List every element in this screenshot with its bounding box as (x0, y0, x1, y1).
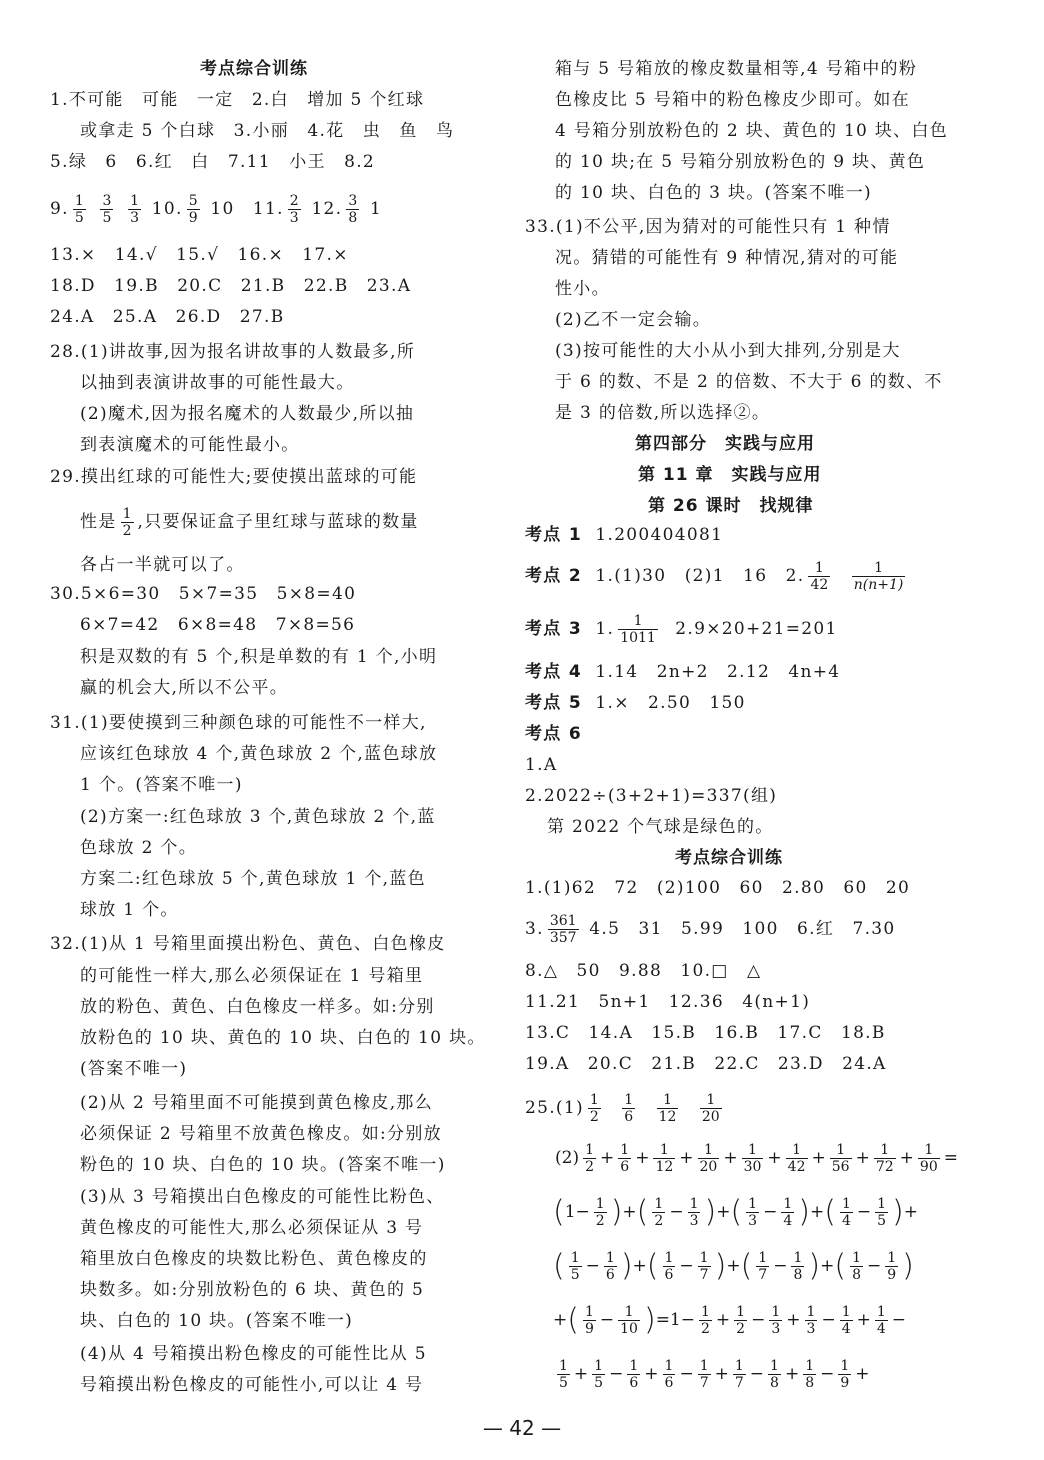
answer-line: 箱里放白色橡皮的块数比粉色、黄色橡皮的 (80, 1249, 428, 1269)
kaodian-label: 考点 3 (525, 619, 582, 639)
answer-text: 4.5 31 5.99 100 6.红 7.30 (589, 919, 896, 939)
answer-line: (2)方案一:红色球放 3 个,黄色球放 2 个,蓝 (80, 807, 436, 827)
answer-line: 放的粉色、黄色、白色橡皮一样多。如:分别 (80, 997, 435, 1017)
answer-line: 32.(1)从 1 号箱里面摸出粉色、黄色、白色橡皮 (50, 934, 446, 954)
fraction: $\frac{1}{n(n+1)}$ (853, 560, 904, 593)
answer-line: 2.2022÷(3+2+1)=337(组) (525, 786, 778, 806)
answer-text: 10. (151, 199, 183, 219)
lesson-heading: 第 26 课时 找规律 (648, 496, 814, 516)
part-heading: 第四部分 实践与应用 (635, 434, 815, 454)
answer-text: 1 (370, 199, 383, 219)
answer-line: 的 10 块;在 5 号箱分别放粉色的 9 块、黄色 (555, 152, 926, 172)
fraction-answer-line (50, 191, 382, 227)
kaodian-line (525, 723, 582, 745)
answer-line: 28.(1)讲故事,因为报名讲故事的人数最多,所 (50, 342, 416, 362)
fraction: $\frac{1}{42}$ (810, 560, 829, 593)
fraction: $\frac{2}{3}$ (289, 193, 299, 226)
kaodian-line (525, 661, 840, 683)
answer-line: 赢的机会大,所以不公平。 (80, 678, 289, 698)
answer-line: 球放 1 个。 (80, 900, 179, 920)
answer-line: 4 号箱分别放粉色的 2 块、黄色的 10 块、白色 (555, 121, 949, 141)
fraction: $\frac{1}{20}$ (701, 1092, 720, 1125)
kaodian-label: 考点 6 (525, 724, 582, 744)
answer-line: 6×7=42 6×8=48 7×8=56 (80, 615, 356, 635)
equation-line: $\frac{1}{5}$ + $\frac{1}{5}$ − $\frac{1}{6}$ + $\frac{1}{6}$ − $\frac{1}{7}$ + $\frac{1}{7}$ − $\frac{1}{8}$ + $\frac{1}{8}$ − $\frac{1}{9}$ + (559, 1358, 870, 1391)
answer-text: 25.(1) (525, 1098, 584, 1118)
answer-line: 块数多。如:分别放粉色的 6 块、黄色的 5 (80, 1280, 425, 1300)
answer-text: 3. (525, 919, 544, 939)
fraction: $\frac{1}{5}$ (74, 193, 84, 226)
answer-line: (答案不唯一) (80, 1059, 188, 1079)
answer-line: 13.C 14.A 15.B 16.B 17.C 18.B (525, 1023, 886, 1043)
answer-line: 况。猜错的可能性有 9 种情况,猜对的可能 (555, 248, 899, 268)
answer-line: 第 2022 个气球是绿色的。 (547, 817, 774, 837)
kaodian-line (525, 524, 723, 546)
kaodian-line (525, 558, 909, 594)
answer-text: 性是 (80, 512, 117, 532)
page-number: — 42 — (482, 1416, 562, 1440)
chapter-heading: 第 11 章 实践与应用 (638, 465, 822, 485)
answer-line: 号箱摸出粉色橡皮的可能性小,可以让 4 号 (80, 1375, 424, 1395)
answer-text: 1. (595, 619, 615, 639)
answer-line: 33.(1)不公平,因为猜对的可能性只有 1 种情 (525, 217, 891, 237)
kaodian-label: 考点 2 (525, 566, 582, 586)
answer-line: (4)从 4 号箱摸出粉色橡皮的可能性比从 5 (80, 1344, 427, 1364)
answer-line: 以抽到表演讲故事的可能性最大。 (80, 373, 355, 393)
kaodian-line (525, 611, 838, 647)
answer-line: (2)乙不一定会输。 (555, 310, 712, 330)
fraction: $\frac{5}{9}$ (188, 193, 198, 226)
fraction-answer-line (525, 911, 896, 947)
answer-line: 箱与 5 号箱放的橡皮数量相等,4 号箱中的粉 (555, 59, 918, 79)
fraction: $\frac{1}{3}$ (130, 193, 140, 226)
answer-line: 11.21 5n+1 12.36 4(n+1) (525, 992, 811, 1012)
answer-text: 1.14 2n+2 2.12 4n+4 (595, 662, 841, 682)
answer-line: 到表演魔术的可能性最小。 (80, 435, 300, 455)
answer-line: 黄色橡皮的可能性大,那么必须保证从 3 号 (80, 1218, 424, 1238)
answer-text: 2.9×20+21=201 (675, 619, 838, 639)
answer-line: 粉色的 10 块、白色的 10 块。(答案不唯一) (80, 1155, 446, 1175)
fraction: $\frac{1}{12}$ (658, 1092, 677, 1125)
answer-line: 或拿走 5 个白球 3.小丽 4.花 虫 鱼 鸟 (80, 121, 455, 141)
answer-line: 的 10 块、白色的 3 块。(答案不唯一) (555, 183, 872, 203)
answer-line: 1.不可能 可能 一定 2.白 增加 5 个红球 (50, 90, 425, 110)
answer-line: (3)按可能性的大小从小到大排列,分别是大 (555, 341, 901, 361)
answer-line: 1.A (525, 755, 558, 775)
equation-line: +( $\frac{1}{9}$ − $\frac{1}{10}$ )=1− $\frac{1}{2}$ + $\frac{1}{2}$ − $\frac{1}{3}$ + $\frac{1}{3}$ − $\frac{1}{4}$ + $\frac{1}{4}$ − (553, 1302, 907, 1338)
answer-line: 各占一半就可以了。 (80, 555, 245, 575)
kaodian-line (525, 692, 746, 714)
fraction: $\frac{361}{357}$ (549, 913, 577, 946)
answer-text: 1.× 2.50 150 (595, 693, 746, 713)
answer-line: (3)从 3 号箱摸出白色橡皮的可能性比粉色、 (80, 1187, 445, 1207)
answer-line: (2)魔术,因为报名魔术的人数最少,所以抽 (80, 404, 415, 424)
answer-line: 18.D 19.B 20.C 21.B 22.B 23.A (50, 276, 412, 296)
answer-line: 30.5×6=30 5×7=35 5×8=40 (50, 584, 357, 604)
fraction: $\frac{3}{5}$ (102, 193, 112, 226)
answer-line: 1 个。(答案不唯一) (80, 775, 243, 795)
kaodian-label: 考点 5 (525, 693, 582, 713)
section-heading: 考点综合训练 (675, 848, 783, 868)
fraction: $\frac{1}{2}$ (122, 506, 132, 539)
answer-line: 性小。 (555, 279, 610, 299)
answer-text: 12. (311, 199, 343, 219)
answer-line: 的可能性一样大,那么必须保证在 1 号箱里 (80, 966, 424, 986)
answer-line: 色球放 2 个。 (80, 838, 198, 858)
kaodian-label: 考点 1 (525, 525, 582, 545)
section-heading: 考点综合训练 (200, 59, 308, 79)
answer-line: 19.A 20.C 21.B 22.C 23.D 24.A (525, 1054, 887, 1074)
fraction: $\frac{3}{8}$ (348, 193, 358, 226)
answer-line: 29.摸出红球的可能性大;要使摸出蓝球的可能 (50, 467, 418, 487)
answer-line: 块、白色的 10 块。(答案不唯一) (80, 1311, 354, 1331)
equation-line: (1− $\frac{1}{2}$ )+( $\frac{1}{2}$ − $\frac{1}{3}$ )+( $\frac{1}{3}$ − $\frac{1}{4}$ )+( $\frac{1}{4}$ − $\frac{1}{5}$ )+ (553, 1194, 919, 1230)
answer-line: 应该红色球放 4 个,黄色球放 2 个,蓝色球放 (80, 744, 438, 764)
answer-line: 必须保证 2 号箱里不放黄色橡皮。如:分别放 (80, 1124, 442, 1144)
answer-line: 积是双数的有 5 个,积是单数的有 1 个,小明 (80, 647, 438, 667)
fraction-answer-line (80, 504, 419, 540)
answer-line: 是 3 的倍数,所以选择②。 (555, 403, 771, 423)
answer-line: 24.A 25.A 26.D 27.B (50, 307, 285, 327)
fraction: $\frac{1}{1011}$ (620, 613, 656, 646)
fraction-answer-line (525, 1088, 726, 1128)
fraction: $\frac{1}{2}$ (589, 1092, 599, 1125)
answer-line: 方案二:红色球放 5 个,黄色球放 1 个,蓝色 (80, 869, 426, 889)
answer-line: (2)从 2 号箱里面不可能摸到黄色橡皮,那么 (80, 1093, 434, 1113)
equation-line: ( $\frac{1}{5}$ − $\frac{1}{6}$ )+( $\frac{1}{6}$ − $\frac{1}{7}$ )+( $\frac{1}{7}$ − $\frac{1}{8}$ )+( $\frac{1}{8}$ − $\frac{1}{9}$ ) (553, 1248, 914, 1284)
fraction: $\frac{1}{6}$ (624, 1092, 634, 1125)
answer-text: 10 11. (210, 199, 284, 219)
answer-line: 色橡皮比 5 号箱中的粉色橡皮少即可。如在 (555, 90, 910, 110)
answer-text: ,只要保证盒子里红球与蓝球的数量 (137, 512, 419, 532)
answer-line: 13.× 14.√ 15.√ 16.× 17.× (50, 245, 349, 265)
answer-line: 31.(1)要使摸到三种颜色球的可能性不一样大, (50, 713, 427, 733)
answer-text: 1.200404081 (595, 525, 724, 545)
answer-line: 放粉色的 10 块、黄色的 10 块、白色的 10 块。 (80, 1028, 486, 1048)
answer-text: 9. (50, 199, 69, 219)
answer-text: 1.(1)30 (2)1 16 2. (595, 566, 805, 586)
answer-line: 1.(1)62 72 (2)100 60 2.80 60 20 (525, 878, 911, 898)
answer-line: 5.绿 6 6.红 白 7.11 小王 8.2 (50, 152, 376, 172)
equation-line: (2) $\frac{1}{2}$ + $\frac{1}{6}$ + $\frac{1}{12}$ + $\frac{1}{20}$ + $\frac{1}{30}$ + $\frac{1}{42}$ + $\frac{1}{56}$ + $\frac{1}{72}$ + $\frac{1}{90}$ = (555, 1142, 958, 1175)
kaodian-label: 考点 4 (525, 662, 582, 682)
answer-line: 8.△ 50 9.88 10.□ △ (525, 961, 762, 981)
answer-line: 于 6 的数、不是 2 的倍数、不大于 6 的数、不 (555, 372, 943, 392)
